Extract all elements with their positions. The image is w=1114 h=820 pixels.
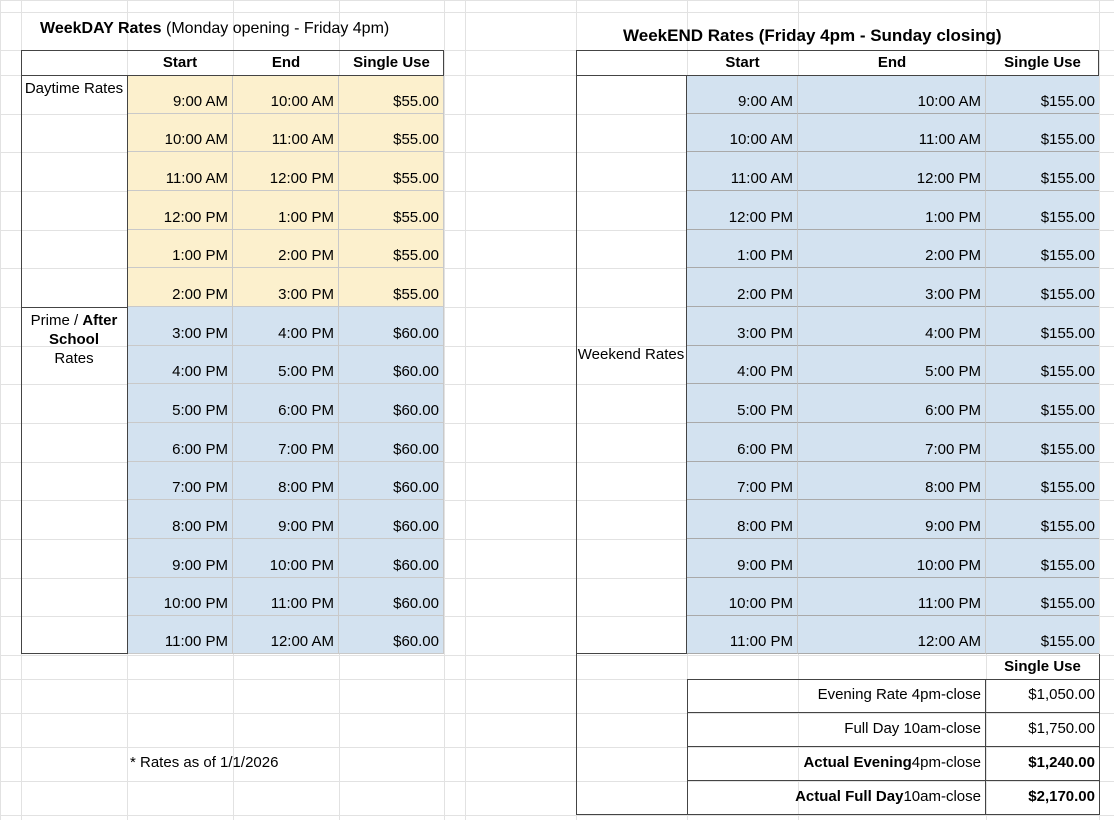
- summary-value: $1,240.00: [986, 747, 1099, 781]
- weekend-single-use-cell: $155.00: [986, 423, 1099, 462]
- summary-label-text: 4pm-close: [911, 753, 981, 771]
- gridline-horizontal: [0, 12, 1114, 13]
- weekend-single-use-cell: $155.00: [986, 152, 1099, 191]
- weekend-start-cell: 9:00 PM: [687, 539, 798, 578]
- weekday-section-divider: [21, 307, 128, 308]
- weekday-header-end: End: [271, 54, 301, 71]
- summary-header-single-use: Single Use: [1004, 658, 1081, 675]
- prime-label-bold: After School: [48, 312, 118, 348]
- weekend-end-cell: 12:00 AM: [798, 616, 986, 654]
- summary-label-text: Full Day 10am-close: [844, 719, 981, 737]
- summary-value: $1,050.00: [986, 679, 1099, 713]
- weekend-header-start: Start: [725, 54, 760, 71]
- weekday-start-cell: 8:00 PM: [127, 500, 233, 539]
- summary-left-border: [576, 654, 577, 815]
- weekend-start-cell: 11:00 PM: [687, 616, 798, 654]
- gridline-vertical: [444, 0, 445, 820]
- weekday-end-cell: 2:00 PM: [233, 230, 339, 268]
- weekend-end-cell: 7:00 PM: [798, 423, 986, 462]
- weekday-end-cell: 1:00 PM: [233, 191, 339, 230]
- weekday-single-use-cell: $60.00: [339, 500, 444, 539]
- weekday-end-cell: 4:00 PM: [233, 307, 339, 346]
- weekend-end-cell: 11:00 PM: [798, 578, 986, 616]
- weekend-end-cell: 8:00 PM: [798, 462, 986, 500]
- weekday-single-use-cell: $60.00: [339, 384, 444, 423]
- weekend-single-use-cell: $155.00: [986, 114, 1099, 152]
- weekday-start-cell: 5:00 PM: [127, 384, 233, 423]
- weekend-end-cell: 3:00 PM: [798, 268, 986, 307]
- weekday-start-cell: 12:00 PM: [127, 191, 233, 230]
- weekend-end-cell: 4:00 PM: [798, 307, 986, 346]
- prime-after-school-label: [21, 311, 127, 371]
- weekend-single-use-cell: $155.00: [986, 616, 1099, 654]
- summary-label-bold: Actual Full Day: [795, 788, 904, 805]
- summary-label: [687, 679, 986, 713]
- weekend-single-use-cell: $155.00: [986, 307, 1099, 346]
- gridline-vertical: [465, 0, 466, 820]
- rates-note: * Rates as of 1/1/2026: [130, 754, 279, 771]
- gridline-vertical: [0, 0, 1, 820]
- weekday-start-cell: 9:00 PM: [127, 539, 233, 578]
- weekday-title-rest: (Monday opening - Friday 4pm): [161, 20, 390, 37]
- weekday-end-cell: 5:00 PM: [233, 346, 339, 384]
- weekend-end-cell: 12:00 PM: [798, 152, 986, 191]
- weekend-single-use-cell: $155.00: [986, 230, 1099, 268]
- weekend-start-cell: 1:00 PM: [687, 230, 798, 268]
- weekday-end-cell: 6:00 PM: [233, 384, 339, 423]
- prime-label-prefix: Prime /: [30, 312, 83, 329]
- weekday-single-use-cell: $55.00: [339, 152, 444, 191]
- weekday-start-cell: 9:00 AM: [127, 76, 233, 114]
- weekday-header-start: Start: [162, 54, 198, 71]
- weekend-start-cell: 6:00 PM: [687, 423, 798, 462]
- summary-value: $1,750.00: [986, 713, 1099, 747]
- weekend-single-use-cell: $155.00: [986, 384, 1099, 423]
- weekend-end-cell: 11:00 AM: [798, 114, 986, 152]
- weekday-single-use-cell: $55.00: [339, 230, 444, 268]
- weekday-start-cell: 11:00 PM: [127, 616, 233, 654]
- weekend-single-use-cell: $155.00: [986, 268, 1099, 307]
- weekday-single-use-cell: $60.00: [339, 346, 444, 384]
- weekday-single-use-cell: $60.00: [339, 462, 444, 500]
- weekend-single-use-cell: $155.00: [986, 578, 1099, 616]
- weekend-start-cell: 12:00 PM: [687, 191, 798, 230]
- weekend-single-use-cell: $155.00: [986, 462, 1099, 500]
- weekday-header-single-use: Single Use: [353, 54, 430, 71]
- weekday-end-cell: 3:00 PM: [233, 268, 339, 307]
- weekday-end-cell: 7:00 PM: [233, 423, 339, 462]
- weekend-start-cell: 11:00 AM: [687, 152, 798, 191]
- weekday-start-cell: 2:00 PM: [127, 268, 233, 307]
- gridline-horizontal: [0, 815, 1114, 816]
- weekend-start-cell: 10:00 PM: [687, 578, 798, 616]
- weekend-start-cell: 2:00 PM: [687, 268, 798, 307]
- weekend-rates-label: Weekend Rates: [577, 346, 685, 363]
- weekend-end-cell: 9:00 PM: [798, 500, 986, 539]
- weekday-single-use-cell: $60.00: [339, 539, 444, 578]
- summary-label: [687, 781, 986, 815]
- weekday-title: [40, 20, 389, 38]
- weekday-label-divider: [127, 76, 128, 654]
- gridline-horizontal: [0, 655, 1114, 656]
- weekend-end-cell: 1:00 PM: [798, 191, 986, 230]
- weekend-single-use-cell: $155.00: [986, 191, 1099, 230]
- weekend-header-end: End: [877, 54, 907, 71]
- gridline-horizontal: [0, 0, 1114, 1]
- summary-label: [687, 747, 986, 781]
- weekend-start-cell: 7:00 PM: [687, 462, 798, 500]
- weekday-end-cell: 10:00 AM: [233, 76, 339, 114]
- summary-label-bold: Actual Evening: [803, 753, 912, 771]
- weekday-title-bold: WeekDAY Rates: [40, 20, 162, 37]
- weekday-single-use-cell: $60.00: [339, 578, 444, 616]
- weekend-single-use-cell: $155.00: [986, 539, 1099, 578]
- summary-label-text: Evening Rate 4pm-close: [817, 685, 981, 703]
- weekend-label-divider: [686, 76, 687, 654]
- weekday-single-use-cell: $55.00: [339, 191, 444, 230]
- summary-label: [687, 713, 986, 747]
- weekday-start-cell: 11:00 AM: [127, 152, 233, 191]
- weekend-start-cell: 8:00 PM: [687, 500, 798, 539]
- weekend-start-cell: 3:00 PM: [687, 307, 798, 346]
- weekend-end-cell: 10:00 AM: [798, 76, 986, 114]
- weekday-single-use-cell: $55.00: [339, 114, 444, 152]
- weekday-end-cell: 12:00 PM: [233, 152, 339, 191]
- weekday-start-cell: 1:00 PM: [127, 230, 233, 268]
- weekend-single-use-cell: $155.00: [986, 76, 1099, 114]
- weekday-end-cell: 11:00 PM: [233, 578, 339, 616]
- weekend-start-cell: 10:00 AM: [687, 114, 798, 152]
- weekday-end-cell: 9:00 PM: [233, 500, 339, 539]
- weekend-start-cell: 5:00 PM: [687, 384, 798, 423]
- weekday-single-use-cell: $60.00: [339, 307, 444, 346]
- weekend-single-use-cell: $155.00: [986, 346, 1099, 384]
- weekday-single-use-cell: $55.00: [339, 76, 444, 114]
- weekday-start-cell: 6:00 PM: [127, 423, 233, 462]
- weekday-end-cell: 8:00 PM: [233, 462, 339, 500]
- summary-label-text: 10am-close: [903, 788, 981, 805]
- weekday-start-cell: 3:00 PM: [127, 307, 233, 346]
- summary-value: $2,170.00: [1028, 788, 1095, 805]
- weekend-start-cell: 9:00 AM: [687, 76, 798, 114]
- weekend-single-use-cell: $155.00: [986, 500, 1099, 539]
- daytime-rates-label: Daytime Rates: [24, 80, 124, 97]
- weekday-single-use-cell: $60.00: [339, 423, 444, 462]
- weekend-end-cell: 6:00 PM: [798, 384, 986, 423]
- weekday-start-cell: 7:00 PM: [127, 462, 233, 500]
- weekday-start-cell: 10:00 PM: [127, 578, 233, 616]
- weekday-single-use-cell: $60.00: [339, 616, 444, 654]
- weekday-end-cell: 12:00 AM: [233, 616, 339, 654]
- weekend-start-cell: 4:00 PM: [687, 346, 798, 384]
- weekday-start-cell: 10:00 AM: [127, 114, 233, 152]
- prime-label-suffix: Rates: [54, 350, 94, 367]
- weekday-start-cell: 4:00 PM: [127, 346, 233, 384]
- weekday-end-cell: 11:00 AM: [233, 114, 339, 152]
- weekday-single-use-cell: $55.00: [339, 268, 444, 307]
- weekend-end-cell: 10:00 PM: [798, 539, 986, 578]
- weekend-header-single-use: Single Use: [1004, 54, 1081, 71]
- weekend-title: WeekEND Rates (Friday 4pm - Sunday closing): [623, 26, 1002, 45]
- weekend-end-cell: 2:00 PM: [798, 230, 986, 268]
- weekend-end-cell: 5:00 PM: [798, 346, 986, 384]
- weekday-end-cell: 10:00 PM: [233, 539, 339, 578]
